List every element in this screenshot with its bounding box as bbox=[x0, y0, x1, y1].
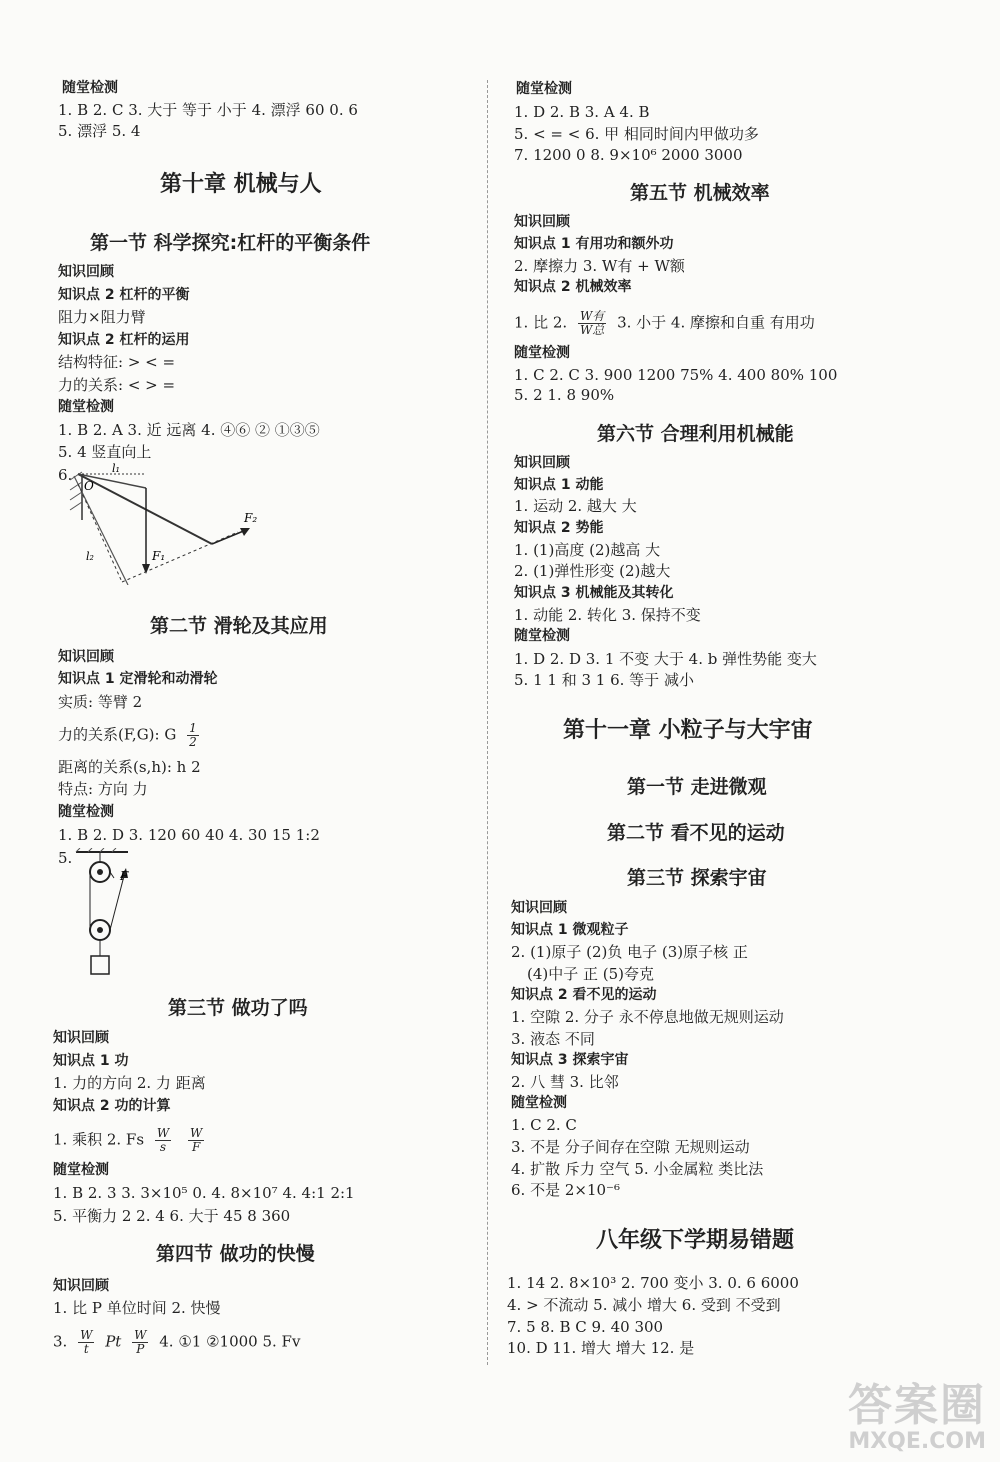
answer-line bbox=[514, 310, 815, 337]
section-label: 随堂检测 bbox=[514, 345, 570, 361]
answer-line: 1. D 2. B 3. A 4. B bbox=[514, 103, 650, 121]
knowledge-point: 知识点 1 微观粒子 bbox=[511, 922, 629, 938]
answer-line: 5. 2 1. 8 90% bbox=[514, 386, 615, 404]
answer-line: 2. (1)原子 (2)负 电子 (3)原子核 正 bbox=[511, 943, 748, 961]
answer-text: Pt bbox=[105, 1332, 122, 1351]
section-title: 第四节 做功的快慢 bbox=[156, 1243, 315, 1265]
section-title: 八年级下学期易错题 bbox=[596, 1228, 795, 1253]
section-label: 知识回顾 bbox=[53, 1030, 109, 1046]
section-title: 第三节 做功了吗 bbox=[168, 997, 308, 1019]
section-label: 随堂检测 bbox=[62, 80, 118, 96]
denominator: s bbox=[159, 1140, 167, 1154]
answer-text: 1. 比 2. bbox=[514, 313, 568, 332]
answer-line: 2. 摩擦力 3. W有 + W额 bbox=[514, 257, 685, 275]
answer-line: 1. B 2. C 3. 大于 等于 小于 4. 漂浮 60 0. 6 bbox=[58, 101, 358, 119]
answer-line: 2. 八 彗 3. 比邻 bbox=[511, 1073, 619, 1091]
knowledge-point: 知识点 1 有用功和额外功 bbox=[514, 236, 674, 252]
watermark-logo: 答案圈 bbox=[848, 1380, 986, 1431]
denominator: 2 bbox=[189, 735, 197, 749]
answer-line: 6. 不是 2×10⁻⁶ bbox=[511, 1181, 620, 1199]
answer-line bbox=[53, 1127, 210, 1154]
answer-line: 1. 动能 2. 转化 3. 保持不变 bbox=[514, 606, 701, 624]
section-title: 第二节 看不见的运动 bbox=[607, 822, 785, 844]
answer-line: (4)中子 正 (5)夸克 bbox=[527, 965, 655, 983]
section-label: 随堂检测 bbox=[58, 399, 114, 415]
answer-line: 4. > 不流动 5. 减小 增大 6. 受到 不受到 bbox=[507, 1296, 781, 1314]
answer-text: 1. 乘积 2. Fs bbox=[53, 1130, 145, 1149]
answer-line: 2. (1)弹性形变 (2)越大 bbox=[514, 562, 671, 580]
knowledge-point: 知识点 2 势能 bbox=[514, 520, 604, 536]
fraction bbox=[78, 1329, 94, 1356]
denominator: W总 bbox=[579, 323, 605, 337]
section-title: 第五节 机械效率 bbox=[630, 182, 770, 204]
section-label: 随堂检测 bbox=[53, 1162, 109, 1178]
answer-line bbox=[53, 1329, 300, 1356]
knowledge-point: 知识点 2 功的计算 bbox=[53, 1098, 171, 1114]
knowledge-point: 知识点 2 杠杆的平衡 bbox=[58, 287, 190, 303]
pulley-diagram bbox=[70, 848, 140, 978]
numerator: W有 bbox=[579, 309, 605, 323]
answer-line: 5. 4 竖直向上 bbox=[58, 443, 152, 461]
numerator: W bbox=[156, 1126, 170, 1140]
section-title: 第二节 滑轮及其应用 bbox=[150, 615, 328, 637]
knowledge-point: 知识点 1 动能 bbox=[514, 477, 604, 493]
section-label: 知识回顾 bbox=[58, 649, 114, 665]
lever-diagram bbox=[60, 460, 270, 585]
answer-line: 7. 5 8. B C 9. 40 300 bbox=[507, 1318, 664, 1336]
answer-text: 力的关系(F,G): G bbox=[58, 725, 177, 744]
answer-line: 7. 1200 0 8. 9×10⁶ 2000 3000 bbox=[514, 146, 743, 164]
answer-line: 1. 运动 2. 越大 大 bbox=[514, 497, 637, 515]
numerator: W bbox=[80, 1328, 93, 1342]
fraction bbox=[132, 1329, 148, 1356]
knowledge-point: 知识点 1 定滑轮和动滑轮 bbox=[58, 671, 218, 687]
denominator: F bbox=[191, 1140, 201, 1154]
answer-line: 1. C 2. C bbox=[511, 1116, 577, 1134]
answer-line: 1. 比 P 单位时间 2. 快慢 bbox=[53, 1299, 221, 1317]
watermark-url: MXQE.COM bbox=[848, 1429, 986, 1454]
numerator: 1 bbox=[189, 721, 197, 735]
section-label: 知识回顾 bbox=[514, 455, 570, 471]
answer-line: 4. 扩散 斥力 空气 5. 小金属粒 类比法 bbox=[511, 1160, 764, 1178]
fraction bbox=[188, 1127, 204, 1154]
section-title: 第六节 合理利用机械能 bbox=[597, 423, 794, 445]
section-label: 随堂检测 bbox=[511, 1095, 567, 1111]
section-label: 知识回顾 bbox=[53, 1278, 109, 1294]
knowledge-point: 知识点 1 功 bbox=[53, 1053, 129, 1069]
answer-line: 距离的关系(s,h): h 2 bbox=[58, 758, 201, 776]
section-label: 知识回顾 bbox=[511, 900, 567, 916]
answer-line: 1. 14 2. 8×10³ 2. 700 变小 3. 0. 6 6000 bbox=[507, 1274, 799, 1292]
answer-line: 力的关系: < > = bbox=[58, 376, 176, 394]
answer-line: 1. D 2. D 3. 1 不变 大于 4. b 弹性势能 变大 bbox=[514, 650, 817, 668]
section-label: 随堂检测 bbox=[516, 81, 572, 97]
knowledge-point: 知识点 3 机械能及其转化 bbox=[514, 585, 674, 601]
answer-line: 1. 力的方向 2. 力 距离 bbox=[53, 1074, 206, 1092]
answer-line: 5. < = < 6. 甲 相同时间内甲做功多 bbox=[514, 125, 759, 143]
knowledge-point: 知识点 3 探索宇宙 bbox=[511, 1052, 629, 1068]
answer-line: 5. 平衡力 2 2. 4 6. 大于 45 8 360 bbox=[53, 1207, 291, 1225]
fraction bbox=[578, 310, 606, 337]
answer-line: 3. 不是 分子间存在空隙 无规则运动 bbox=[511, 1138, 750, 1156]
answer-line: 1. B 2. 3 3. 3×10⁵ 0. 4. 8×10⁷ 4. 4:1 2:1 bbox=[53, 1184, 355, 1202]
force-label: F bbox=[120, 869, 129, 883]
answer-line: 1. C 2. C 3. 900 1200 75% 4. 400 80% 100 bbox=[514, 366, 838, 384]
section-label: 知识回顾 bbox=[58, 264, 114, 280]
answer-text: 4. ①1 ②1000 5. Fv bbox=[159, 1332, 301, 1351]
numerator: W bbox=[189, 1126, 203, 1140]
arm-label: l₂ bbox=[86, 550, 94, 563]
numerator: W bbox=[134, 1328, 147, 1342]
section-label: 知识回顾 bbox=[514, 214, 570, 230]
chapter-title: 第十一章 小粒子与大宇宙 bbox=[563, 718, 813, 743]
answer-line: 6. bbox=[58, 466, 73, 484]
arm-label: l₁ bbox=[112, 462, 120, 475]
section-title: 第一节 走进微观 bbox=[627, 776, 767, 798]
fraction bbox=[187, 722, 199, 749]
answer-line: 特点: 方向 力 bbox=[58, 780, 148, 798]
watermark bbox=[848, 1382, 986, 1454]
pivot-label: O bbox=[84, 479, 94, 493]
denominator: t bbox=[83, 1342, 89, 1356]
answer-line: 1. (1)高度 (2)越高 大 bbox=[514, 541, 661, 559]
fraction bbox=[155, 1127, 171, 1154]
answer-line: 3. 液态 不同 bbox=[511, 1030, 595, 1048]
force-label: F₂ bbox=[244, 511, 258, 525]
answer-line: 1. B 2. A 3. 近 远离 4. ④⑥ ② ①③⑤ bbox=[58, 421, 320, 439]
answer-line: 结构特征: > < = bbox=[58, 353, 176, 371]
column-divider bbox=[487, 80, 488, 1365]
knowledge-point: 知识点 2 杠杆的运用 bbox=[58, 332, 190, 348]
answer-line: 1. B 2. D 3. 120 60 40 4. 30 15 1:2 bbox=[58, 826, 320, 844]
answer-line: 5. 漂浮 5. 4 bbox=[58, 122, 141, 140]
denominator: P bbox=[136, 1342, 145, 1356]
knowledge-point: 知识点 2 机械效率 bbox=[514, 279, 632, 295]
answer-text: 3. 小于 4. 摩擦和自重 有用功 bbox=[617, 313, 815, 332]
section-label: 随堂检测 bbox=[514, 628, 570, 644]
answer-line: 10. D 11. 增大 增大 12. 是 bbox=[507, 1339, 695, 1357]
section-title: 第三节 探索宇宙 bbox=[627, 867, 767, 889]
knowledge-point: 知识点 2 看不见的运动 bbox=[511, 987, 657, 1003]
force-label: F₁ bbox=[152, 549, 166, 563]
answer-line: 5. 1 1 和 3 1 6. 等于 减小 bbox=[514, 671, 694, 689]
answer-line: 实质: 等臂 2 bbox=[58, 693, 143, 711]
answer-line: 阻力×阻力臂 bbox=[58, 308, 146, 326]
answer-line bbox=[58, 722, 205, 749]
section-label: 随堂检测 bbox=[58, 804, 114, 820]
answer-line: 5. bbox=[58, 849, 73, 867]
answer-line: 1. 空隙 2. 分子 永不停息地做无规则运动 bbox=[511, 1008, 784, 1026]
answer-text: 3. bbox=[53, 1332, 68, 1351]
section-title: 第一节 科学探究:杠杆的平衡条件 bbox=[90, 232, 371, 254]
chapter-title: 第十章 机械与人 bbox=[160, 172, 322, 197]
